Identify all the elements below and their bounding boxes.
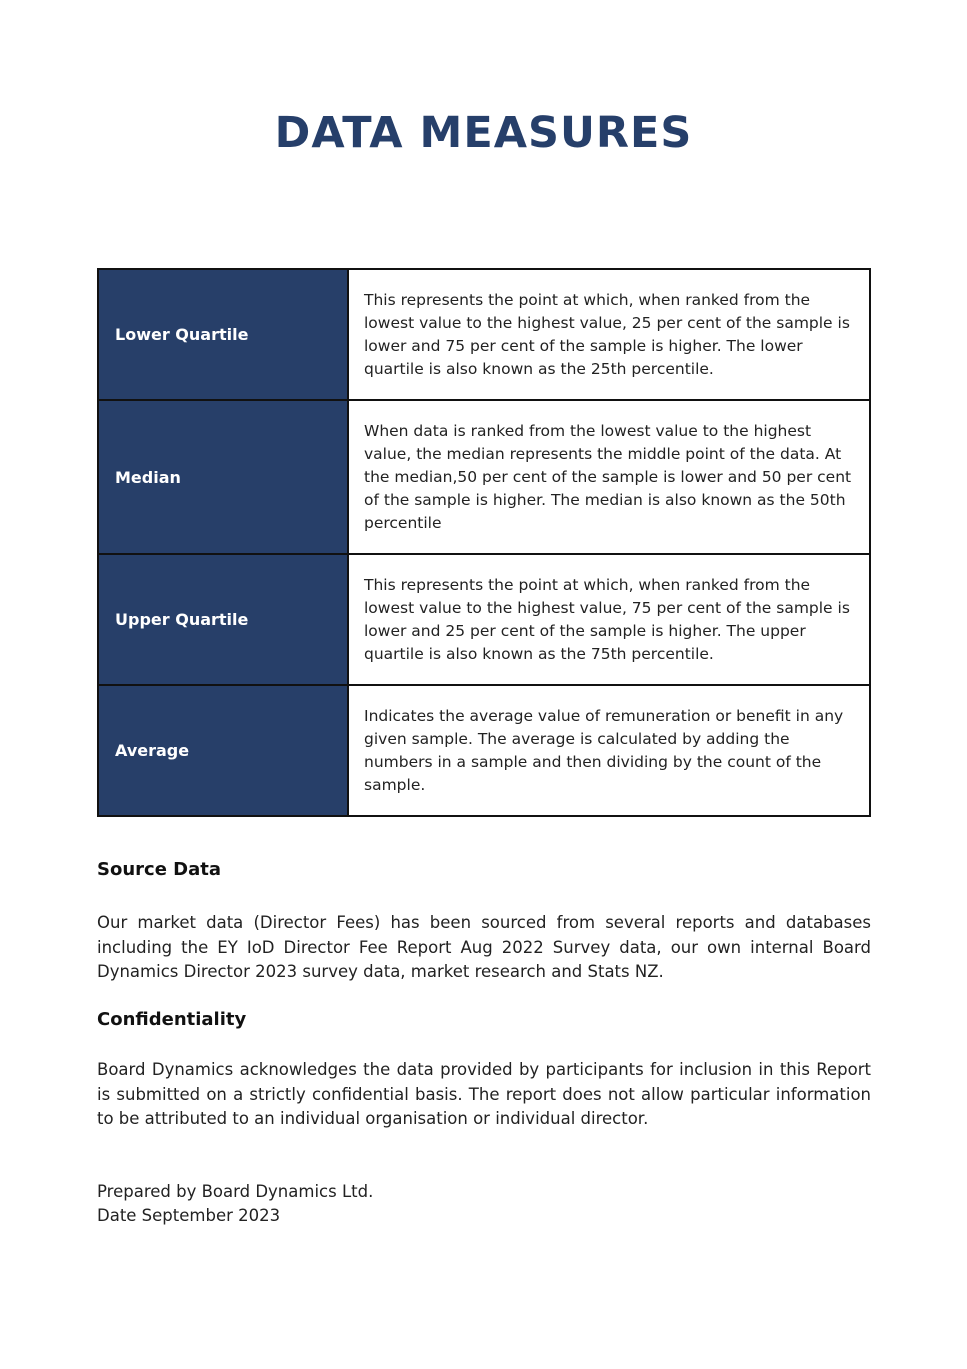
definition-average: Indicates the average value of remuneration or benefit in any given sample. The average is calculated by adding the numbers in a sample and then dividing by the count of the sample. [348,685,870,816]
table-row [98,269,870,400]
data-measures-table [97,268,871,817]
report-date: Date September 2023 [97,1206,281,1225]
term-median: Median [98,400,348,554]
term-upper-quartile: Upper Quartile [98,554,348,685]
prepared-by: Prepared by Board Dynamics Ltd. [97,1182,374,1201]
definition-lower-quartile: This represents the point at which, when ranked from the lowest value to the highest value, 25 per cent of the sample is lower and 75 per cent of the sample is higher. The lower quartile is also known as the 25th percentile. [348,269,870,400]
term-lower-quartile: Lower Quartile [98,269,348,400]
table-row [98,685,870,816]
definition-median: When data is ranked from the lowest value to the highest value, the median represents the middle point of the data. At the median,50 per cent of the sample is lower and 50 per cent of the sample is higher. The median is also known as the 50th percentile [348,400,870,554]
source-data-heading: Source Data [97,859,222,880]
table-row [98,554,870,685]
confidentiality-heading: Confidentiality [97,1009,247,1030]
confidentiality-text: Board Dynamics acknowledges the data provided by participants for inclusion in this Report is submitted on a strictly confidential basis. The report does not allow particular information to be attributed to an individual organisation or individual director. [97,1060,871,1128]
definition-upper-quartile: This represents the point at which, when ranked from the lowest value to the highest value, 75 per cent of the sample is lower and 25 per cent of the sample is higher. The upper quartile is also known as the 75th percentile. [348,554,870,685]
term-average: Average [98,685,348,816]
table-row [98,400,870,554]
source-data-text: Our market data (Director Fees) has been sourced from several reports and databases including the EY IoD Director Fee Report Aug 2022 Survey data, our own internal Board Dynamics Director 2023 survey data, market research and Stats NZ. [97,913,871,981]
page-title: DATA MEASURES [274,108,693,158]
